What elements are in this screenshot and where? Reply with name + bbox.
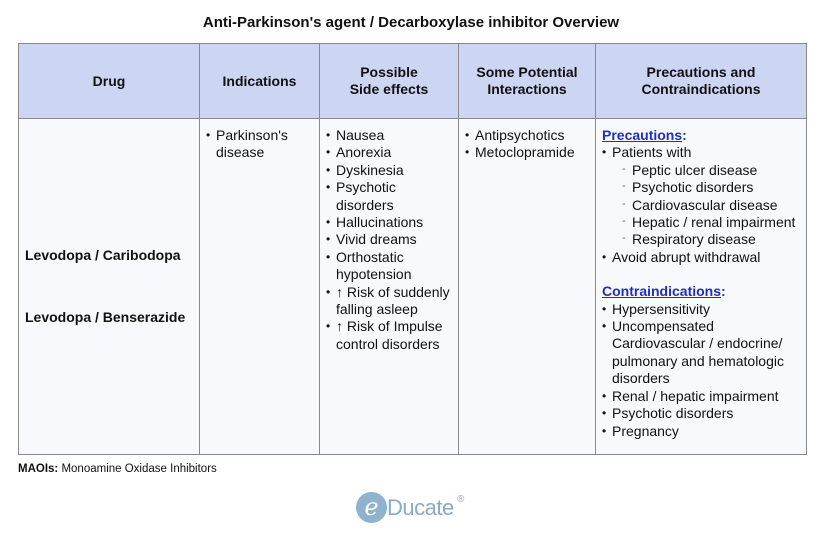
contraindications-heading: Contraindications: bbox=[602, 283, 726, 300]
drug-name: Levodopa / Benserazide bbox=[25, 308, 186, 325]
side-effects-cell bbox=[320, 119, 459, 455]
list-item: • ↑ Risk of Impulse control disorders bbox=[326, 318, 452, 353]
list-item: • Uncompensated Cardiovascular / endocrine/ pulmonary and hematologic disorders bbox=[602, 318, 800, 388]
logo-text: Ducate bbox=[387, 495, 454, 520]
list-item: • Vivid dreams bbox=[326, 231, 452, 248]
header-drug-label: Drug bbox=[92, 72, 126, 89]
patients-with-label: Patients with bbox=[612, 144, 692, 161]
sub-list-item: - Respiratory disease bbox=[612, 231, 800, 248]
table-row bbox=[19, 119, 807, 455]
header-indications bbox=[200, 44, 320, 119]
list-item: • Hypersensitivity bbox=[602, 301, 800, 318]
contraindications-heading-text: Contraindications bbox=[602, 283, 722, 300]
precautions-heading-text: Precautions bbox=[602, 127, 683, 143]
sub-list-item: - Hepatic / renal impairment bbox=[612, 214, 800, 231]
list-item: • Psychotic disorders bbox=[602, 405, 800, 422]
list-item: • Hallucinations bbox=[326, 214, 452, 231]
registered-mark-icon: ® bbox=[457, 494, 465, 505]
list-item: • Parkinson's disease bbox=[206, 127, 313, 162]
header-drug bbox=[19, 44, 200, 119]
drug-cell bbox=[19, 119, 200, 455]
precautions-cell bbox=[596, 119, 807, 455]
list-item: • Avoid abrupt withdrawal bbox=[602, 249, 800, 266]
list-item: • Dyskinesia bbox=[326, 162, 452, 179]
precautions-heading: Precautions: bbox=[602, 127, 687, 143]
sub-list-item: - Psychotic disorders bbox=[612, 179, 800, 196]
educate-logo bbox=[356, 491, 476, 525]
list-item: • Anorexia bbox=[326, 144, 452, 161]
header-interactions-line1: Some Potential bbox=[476, 64, 578, 80]
header-precautions bbox=[596, 44, 807, 119]
list-item: • Psychotic disorders bbox=[326, 179, 452, 214]
footnote-text: Monoamine Oxidase Inhibitors bbox=[61, 463, 217, 475]
drug-name: Levodopa / Caribodopa bbox=[25, 247, 181, 264]
list-item: • Renal / hepatic impairment bbox=[602, 388, 800, 405]
list-item: • Antipsychotics bbox=[465, 127, 589, 144]
header-side-effects-line2: Side effects bbox=[349, 81, 429, 97]
list-item: • Pregnancy bbox=[602, 423, 800, 440]
list-item: • Orthostatic hypotension bbox=[326, 249, 452, 284]
logo-e-circle: e bbox=[356, 492, 387, 523]
header-interactions-line2: Interactions bbox=[487, 81, 567, 97]
footnote bbox=[18, 463, 217, 475]
sub-list-item: - Peptic ulcer disease bbox=[612, 162, 800, 179]
footnote-abbr: MAOIs: bbox=[18, 463, 59, 475]
list-item: • Metoclopramide bbox=[465, 144, 589, 161]
header-side-effects bbox=[320, 44, 459, 119]
list-item: • ↑ Risk of suddenly falling asleep bbox=[326, 284, 452, 319]
overview-table bbox=[18, 43, 807, 455]
header-precautions-line2: Contraindications bbox=[641, 81, 761, 97]
page-title: Anti-Parkinson's agent / Decarboxylase inhibitor Overview bbox=[202, 14, 620, 31]
sub-list-item: - Cardiovascular disease bbox=[612, 197, 800, 214]
header-side-effects-line1: Possible bbox=[360, 64, 418, 80]
list-item: • Nausea bbox=[326, 127, 452, 144]
indications-cell bbox=[200, 119, 320, 455]
header-indications-label: Indications bbox=[222, 72, 297, 89]
header-precautions-line1: Precautions and bbox=[646, 64, 756, 80]
header-interactions bbox=[459, 44, 596, 119]
interactions-cell bbox=[459, 119, 596, 455]
list-item bbox=[602, 144, 800, 248]
header-row bbox=[19, 44, 807, 119]
